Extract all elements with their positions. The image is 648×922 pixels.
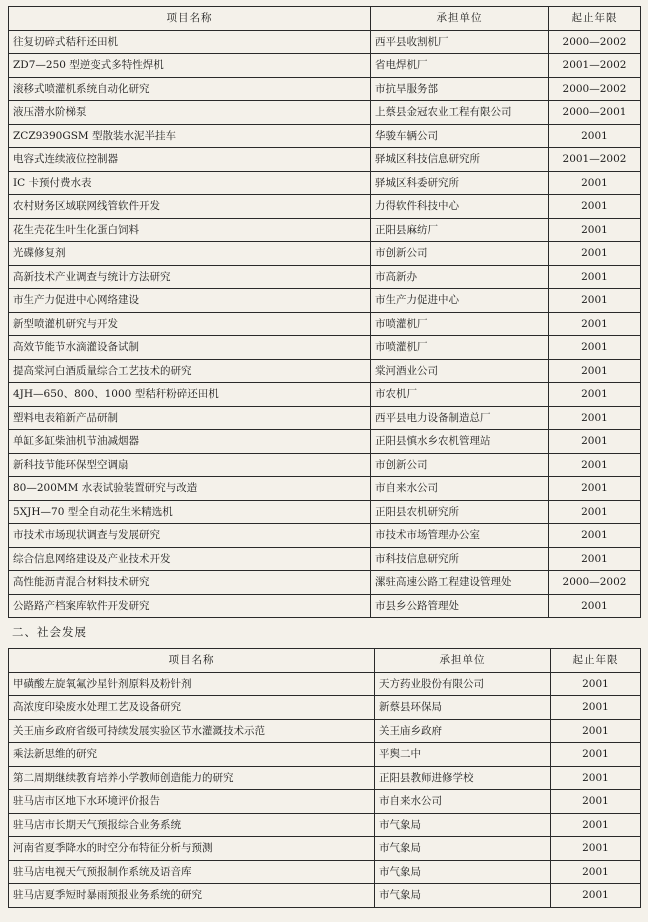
project-name-cell: 驻马店夏季短时暴雨预报业务系统的研究 <box>9 884 375 908</box>
years-cell: 2001 <box>549 359 641 383</box>
project-name-cell: 驻马店电视天气预报制作系统及语音库 <box>9 860 375 884</box>
table-row <box>9 406 641 430</box>
project-name-cell: 提高棠河白酒质量综合工艺技术的研究 <box>9 359 371 383</box>
section-title: 二、社会发展 <box>12 625 87 639</box>
unit-cell: 新蔡县环保局 <box>375 696 551 720</box>
unit-cell: 正阳县农机研究所 <box>371 500 549 524</box>
unit-cell: 市气象局 <box>375 860 551 884</box>
project-name-cell: 塑料电表箱新产品研制 <box>9 406 371 430</box>
table-row <box>9 195 641 219</box>
table-row <box>9 547 641 571</box>
unit-cell: 市农机厂 <box>371 383 549 407</box>
years-cell: 2001—2002 <box>549 54 641 78</box>
years-cell: 2001 <box>551 672 641 696</box>
unit-cell: 市喷灌机厂 <box>371 312 549 336</box>
years-cell: 2001 <box>549 406 641 430</box>
unit-cell: 省电焊机厂 <box>371 54 549 78</box>
unit-cell: 市喷灌机厂 <box>371 336 549 360</box>
table-row <box>9 54 641 78</box>
unit-cell: 驿城区科委研究所 <box>371 171 549 195</box>
unit-cell: 市县乡公路管理处 <box>371 594 549 618</box>
unit-cell: 天方药业股份有限公司 <box>375 672 551 696</box>
unit-cell: 正阳县麻纺厂 <box>371 218 549 242</box>
table-row <box>9 289 641 313</box>
project-name-cell: 4JH—650、800、1000 型秸秆粉碎还田机 <box>9 383 371 407</box>
table-row <box>9 884 641 908</box>
table-body <box>9 672 641 907</box>
years-cell: 2001 <box>549 524 641 548</box>
project-name-cell: 市生产力促进中心网络建设 <box>9 289 371 313</box>
unit-cell: 市自来水公司 <box>375 790 551 814</box>
years-cell: 2001 <box>549 500 641 524</box>
years-cell: 2001 <box>549 383 641 407</box>
table-row <box>9 594 641 618</box>
table-row <box>9 790 641 814</box>
project-name-cell: 市技术市场现状调查与发展研究 <box>9 524 371 548</box>
project-name-cell: 驻马店市长期天气预报综合业务系统 <box>9 813 375 837</box>
header-project-name: 项目名称 <box>9 649 375 673</box>
unit-cell: 力得软件科技中心 <box>371 195 549 219</box>
table-row <box>9 312 641 336</box>
years-cell: 2000—2001 <box>549 101 641 125</box>
years-cell: 2001—2002 <box>549 148 641 172</box>
table-row <box>9 218 641 242</box>
table-header-row <box>9 7 641 31</box>
unit-cell: 棠河酒业公司 <box>371 359 549 383</box>
project-name-cell: 电容式连续液位控制器 <box>9 148 371 172</box>
years-cell: 2001 <box>549 477 641 501</box>
table-row <box>9 148 641 172</box>
years-cell: 2001 <box>549 195 641 219</box>
table-row <box>9 242 641 266</box>
header-project-name: 项目名称 <box>9 7 371 31</box>
project-name-cell: 驻马店市区地下水环境评价报告 <box>9 790 375 814</box>
project-name-cell: 河南省夏季降水的时空分布特征分析与预测 <box>9 837 375 861</box>
project-name-cell: 高新技术产业调查与统计方法研究 <box>9 265 371 289</box>
unit-cell: 市技术市场管理办公室 <box>371 524 549 548</box>
table-row <box>9 743 641 767</box>
table-row <box>9 77 641 101</box>
years-cell: 2000—2002 <box>549 77 641 101</box>
unit-cell: 平舆二中 <box>375 743 551 767</box>
table-row <box>9 101 641 125</box>
table-row <box>9 672 641 696</box>
years-cell: 2001 <box>551 790 641 814</box>
unit-cell: 西平县电力设备制造总厂 <box>371 406 549 430</box>
table-row <box>9 696 641 720</box>
project-name-cell: 往复切碎式秸秆还田机 <box>9 30 371 54</box>
project-name-cell: 新科技节能环保型空调扇 <box>9 453 371 477</box>
project-name-cell: 新型喷灌机研究与开发 <box>9 312 371 336</box>
years-cell: 2001 <box>551 837 641 861</box>
table-row <box>9 766 641 790</box>
project-name-cell: ZD7—250 型逆变式多特性焊机 <box>9 54 371 78</box>
unit-cell: 漯驻高速公路工程建设管理处 <box>371 571 549 595</box>
years-cell: 2001 <box>551 743 641 767</box>
science-projects-table <box>8 6 641 618</box>
project-name-cell: 综合信息网络建设及产业技术开发 <box>9 547 371 571</box>
project-name-cell: 公路路产档案库软件开发研究 <box>9 594 371 618</box>
header-unit: 承担单位 <box>371 7 549 31</box>
table-row <box>9 477 641 501</box>
unit-cell: 市生产力促进中心 <box>371 289 549 313</box>
table-row <box>9 124 641 148</box>
table-row <box>9 837 641 861</box>
table-row <box>9 813 641 837</box>
table-body <box>9 30 641 618</box>
table-row <box>9 336 641 360</box>
years-cell: 2000—2002 <box>549 30 641 54</box>
unit-cell: 市抗旱服务部 <box>371 77 549 101</box>
unit-cell: 市自来水公司 <box>371 477 549 501</box>
unit-cell: 西平县收割机厂 <box>371 30 549 54</box>
years-cell: 2001 <box>549 430 641 454</box>
table-row <box>9 30 641 54</box>
unit-cell: 正阳县教师进修学校 <box>375 766 551 790</box>
project-name-cell: ZCZ9390GSM 型散装水泥半挂车 <box>9 124 371 148</box>
years-cell: 2001 <box>551 884 641 908</box>
unit-cell: 市高新办 <box>371 265 549 289</box>
table-header-row <box>9 649 641 673</box>
project-name-cell: 关王庙乡政府省级可持续发展实验区节水灌溉技术示范 <box>9 719 375 743</box>
header-years: 起止年限 <box>549 7 641 31</box>
unit-cell: 市创新公司 <box>371 242 549 266</box>
unit-cell: 关王庙乡政府 <box>375 719 551 743</box>
years-cell: 2001 <box>551 719 641 743</box>
project-name-cell: 高性能沥青混合材料技术研究 <box>9 571 371 595</box>
years-cell: 2001 <box>549 265 641 289</box>
table-row <box>9 500 641 524</box>
years-cell: 2001 <box>549 242 641 266</box>
project-name-cell: 光碟修复剂 <box>9 242 371 266</box>
project-name-cell: 5XJH—70 型全自动花生米精选机 <box>9 500 371 524</box>
table-row <box>9 430 641 454</box>
header-years: 起止年限 <box>551 649 641 673</box>
years-cell: 2001 <box>551 766 641 790</box>
unit-cell: 市气象局 <box>375 884 551 908</box>
years-cell: 2001 <box>549 336 641 360</box>
unit-cell: 市科技信息研究所 <box>371 547 549 571</box>
unit-cell: 正阳县慎水乡农机管理站 <box>371 430 549 454</box>
years-cell: 2001 <box>549 547 641 571</box>
unit-cell: 市创新公司 <box>371 453 549 477</box>
project-name-cell: 单缸多缸柴油机节油减烟器 <box>9 430 371 454</box>
years-cell: 2001 <box>551 860 641 884</box>
project-name-cell: 乘法新思维的研究 <box>9 743 375 767</box>
years-cell: 2001 <box>549 594 641 618</box>
project-name-cell: 滚移式喷灌机系统自动化研究 <box>9 77 371 101</box>
table-row <box>9 265 641 289</box>
table-row <box>9 719 641 743</box>
unit-cell: 驿城区科技信息研究所 <box>371 148 549 172</box>
project-name-cell: 高效节能节水滴灌设备试制 <box>9 336 371 360</box>
years-cell: 2001 <box>549 171 641 195</box>
table-row <box>9 860 641 884</box>
years-cell: 2001 <box>551 813 641 837</box>
table-row <box>9 383 641 407</box>
project-name-cell: 液压潜水阶梯泵 <box>9 101 371 125</box>
unit-cell: 上蔡县金冠农业工程有限公司 <box>371 101 549 125</box>
project-name-cell: 花生壳花生叶生化蛋白饲料 <box>9 218 371 242</box>
years-cell: 2000—2002 <box>549 571 641 595</box>
years-cell: 2001 <box>549 218 641 242</box>
years-cell: 2001 <box>549 453 641 477</box>
project-name-cell: 农村财务区域联网线管软件开发 <box>9 195 371 219</box>
years-cell: 2001 <box>549 312 641 336</box>
table-row <box>9 524 641 548</box>
table-row <box>9 571 641 595</box>
project-name-cell: 第二周期继续教育培养小学教师创造能力的研究 <box>9 766 375 790</box>
social-development-table <box>8 648 641 908</box>
years-cell: 2001 <box>551 696 641 720</box>
project-name-cell: 甲磺酸左旋氧氟沙星针剂原料及粉针剂 <box>9 672 375 696</box>
table-row <box>9 453 641 477</box>
years-cell: 2001 <box>549 124 641 148</box>
unit-cell: 市气象局 <box>375 837 551 861</box>
project-name-cell: IC 卡预付费水表 <box>9 171 371 195</box>
years-cell: 2001 <box>549 289 641 313</box>
table-row <box>9 359 641 383</box>
header-unit: 承担单位 <box>375 649 551 673</box>
unit-cell: 华骏车辆公司 <box>371 124 549 148</box>
unit-cell: 市气象局 <box>375 813 551 837</box>
table-row <box>9 171 641 195</box>
project-name-cell: 80—200MM 水表试验装置研究与改造 <box>9 477 371 501</box>
project-name-cell: 高浓度印染废水处理工艺及设备研究 <box>9 696 375 720</box>
